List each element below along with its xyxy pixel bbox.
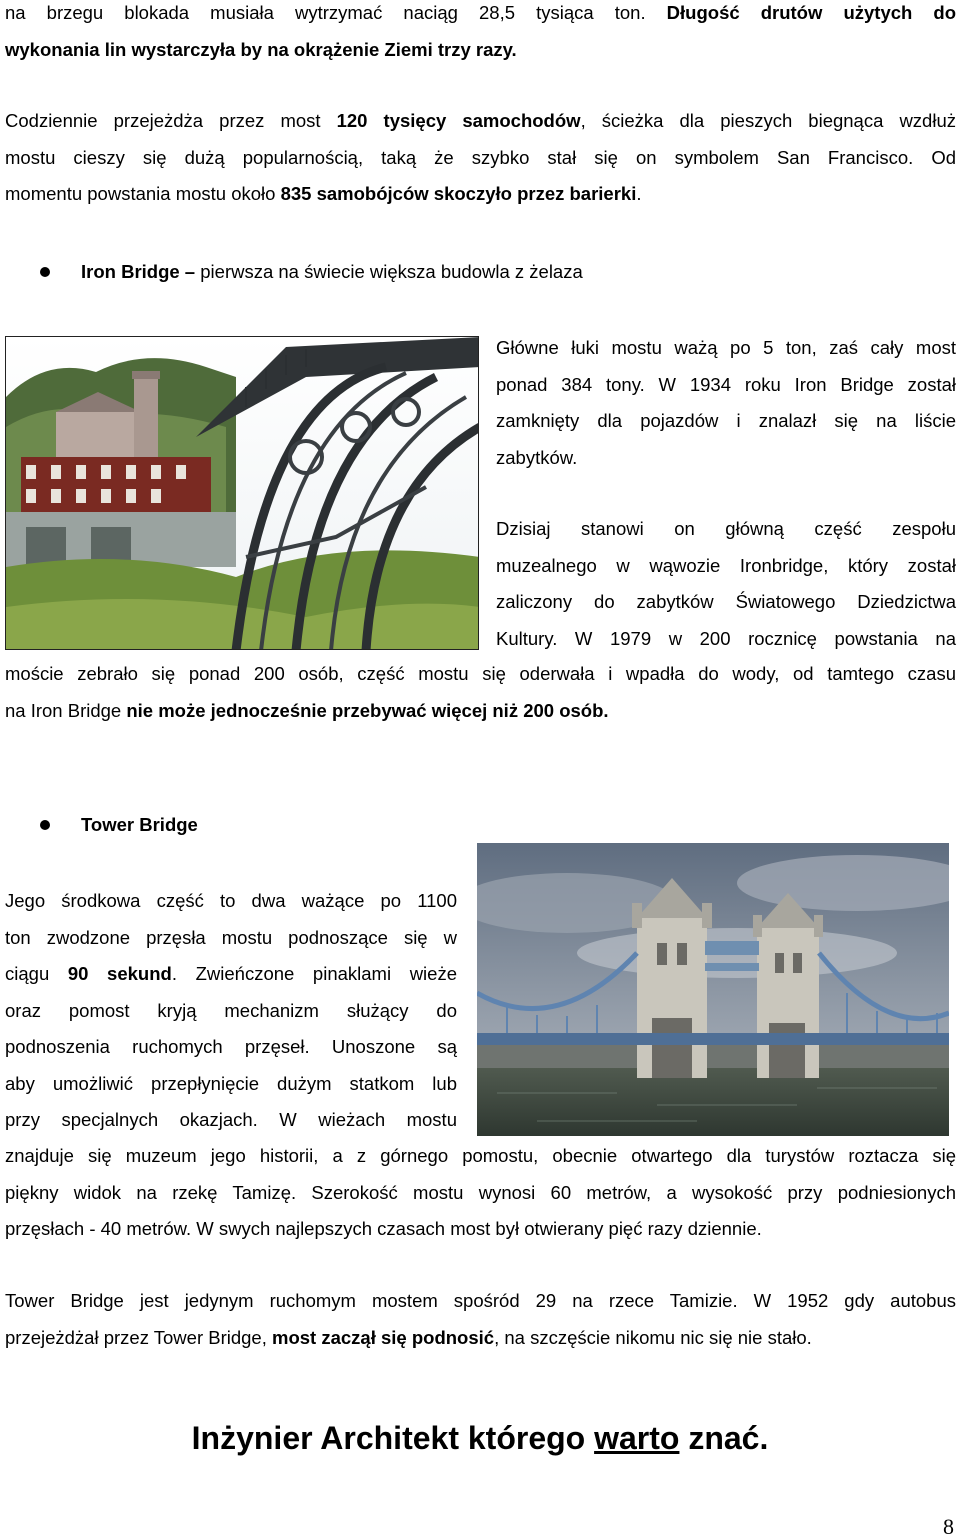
- text-line: podnoszenia ruchomych przęseł. Unoszone są: [5, 1036, 457, 1057]
- bullet-title: Tower Bridge: [81, 814, 198, 835]
- iron-bridge-illustration: [6, 337, 479, 650]
- page-number: 8: [943, 1514, 954, 1539]
- tower-bridge-photo: [477, 843, 949, 1136]
- text-span: przejeżdżał przez Tower Bridge,: [5, 1326, 273, 1348]
- text-line: moście zebrało się ponad 200 osób, część mostu się oderwała i wpadła do wody, od tamtego czasu: [5, 663, 956, 684]
- text-span: na brzegu blokada musiała wytrzymać naciąg 28,5 tysiąca ton.: [5, 2, 667, 23]
- tower-bridge-illustration: [477, 843, 949, 1136]
- iron-bridge-full-text: [5, 656, 956, 729]
- text-span: ciągu: [5, 963, 68, 984]
- bullet-dot-icon: [40, 820, 50, 830]
- text-line: zabytków.: [496, 446, 578, 468]
- paragraph-golden-gate-traffic: [5, 103, 956, 213]
- text-line: aby umożliwić przepłynięcie dużym statkom lub: [5, 1072, 457, 1094]
- text-line: znajduje się muzeum jego historii, a z górnego pomostu, obecnie otwartego dla turystów roztacza się: [5, 1145, 956, 1166]
- heading-part: Inżynier Architekt którego: [191, 1420, 595, 1456]
- text-line: Kultury. W 1979 w 200 rocznicę powstania na: [496, 627, 956, 649]
- bullet-dot-icon: [40, 267, 50, 277]
- bold-span: 835 samobójców skoczyło przez barierki: [280, 183, 637, 204]
- iron-bridge-side-text-2: [496, 511, 956, 657]
- text-line: przy specjalnych okazjach. W wieżach mostu: [5, 1109, 457, 1130]
- text-span: momentu powstania mostu około: [5, 183, 281, 204]
- bold-span: nie może jednocześnie przebywać więcej niż 200 osób.: [126, 699, 609, 721]
- text-line: mostu cieszy się dużą popularnością, taką że szybko stał się on symbolem San Francisco. Od: [5, 146, 956, 168]
- text-span: .: [636, 183, 642, 204]
- text-span: , ścieżka dla pieszych biegnąca wzdłuż: [580, 110, 956, 131]
- text-line: Dzisiaj stanowi on główną część zespołu: [496, 518, 956, 539]
- text-line: zamknięty dla pojazdów i znalazł się na liście: [496, 410, 956, 431]
- text-span: na Iron Bridge: [5, 699, 127, 721]
- tower-bridge-full-text: [5, 1138, 956, 1248]
- bold-span: Długość drutów użytych do: [666, 2, 956, 23]
- text-line: Tower Bridge jest jedynym ruchomym mostem spośród 29 na rzece Tamizie. W 1952 gdy autobus: [5, 1290, 956, 1311]
- text-line: piękny widok na rzekę Tamizę. Szerokość mostu wynosi 60 metrów, a wysokość przy podniesionych: [5, 1181, 956, 1203]
- bullet-title: Iron Bridge –: [81, 261, 201, 282]
- tower-bridge-side-text: [5, 883, 457, 1139]
- heading-underlined: warto: [594, 1420, 680, 1456]
- paragraph-golden-gate-tension: [5, 0, 956, 68]
- text-line: przęsłach - 40 metrów. W swych najlepszych czasach most był otwierany pięć razy dziennie.: [5, 1218, 762, 1239]
- iron-bridge-photo: [5, 336, 479, 650]
- tower-bridge-paragraph-2: [5, 1283, 956, 1356]
- text-line: oraz pomost kryją mechanizm służący do: [5, 999, 457, 1021]
- section-heading: [0, 1418, 960, 1458]
- bullet-subtitle: pierwsza na świecie większa budowla z żelaza: [200, 261, 583, 282]
- text-span: . Zwieńczone pinaklami wieże: [171, 963, 457, 984]
- text-line: Jego środkowa część to dwa ważące po 1100: [5, 890, 457, 911]
- text-span: Codziennie przejeżdża przez most: [5, 110, 337, 131]
- text-span: , na szczęście nikomu nic się nie stało.: [494, 1326, 812, 1348]
- bold-span: 90 sekund: [67, 963, 172, 984]
- text-line: muzealnego w wąwozie Ironbridge, który został: [496, 554, 956, 576]
- text-line: Główne łuki mostu ważą po 5 ton, zaś cały most: [496, 337, 956, 358]
- bold-span: wykonania lin wystarczyła by na okrążenie Ziemi trzy razy.: [5, 38, 517, 60]
- heading-part: znać.: [679, 1420, 769, 1456]
- bullet-tower-bridge: [40, 807, 340, 843]
- text-line: ton zwodzone przęsła mostu podnoszące się w: [5, 926, 457, 948]
- text-line: ponad 384 tony. W 1934 roku Iron Bridge został: [496, 373, 956, 395]
- bold-span: 120 tysięcy samochodów: [336, 110, 581, 131]
- bold-span: most zaczął się podnosić: [272, 1326, 495, 1348]
- text-line: zaliczony do zabytków Światowego Dziedzictwa: [496, 591, 956, 612]
- bullet-iron-bridge: [40, 254, 740, 290]
- iron-bridge-side-text: [496, 330, 956, 476]
